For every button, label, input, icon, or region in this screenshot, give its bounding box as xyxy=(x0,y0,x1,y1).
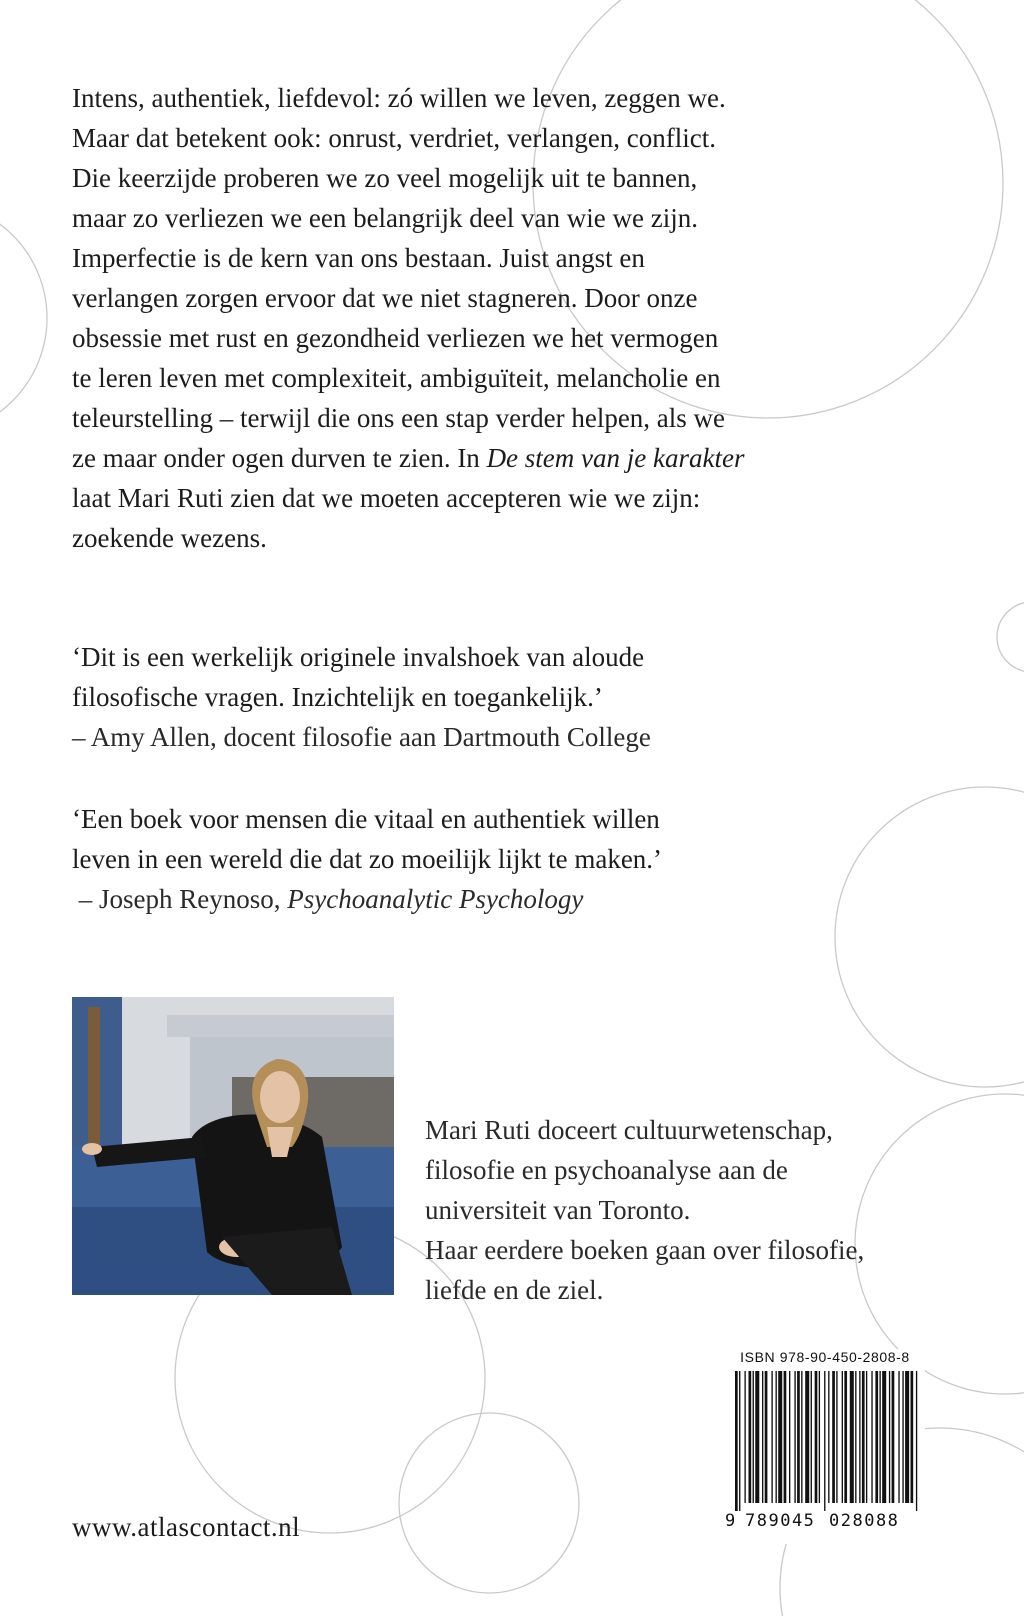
isbn-barcode xyxy=(725,1349,925,1544)
barcode-bar xyxy=(850,1371,854,1503)
barcode-bar xyxy=(905,1371,909,1503)
barcode-bar xyxy=(875,1371,878,1503)
barcode-bar xyxy=(911,1371,914,1503)
blurb-line: teleurstelling – terwijl die ons een stap verder helpen, als we xyxy=(72,403,726,433)
publisher-website: www.atlascontact.nl xyxy=(72,1512,301,1542)
barcode-bar xyxy=(836,1371,837,1503)
blurb-line: laat Mari Ruti zien dat we moeten accepteren wie we zijn: xyxy=(72,483,701,513)
blurb-line: Intens, authentiek, liefdevol: zó willen we leven, zeggen we. xyxy=(72,83,726,113)
blurb-line: verlangen zorgen ervoor dat we niet stagneren. Door onze xyxy=(72,283,698,313)
barcode-bar xyxy=(744,1371,745,1503)
barcode-digit-first: 9 xyxy=(725,1511,736,1531)
author-photo xyxy=(72,997,394,1295)
bio-line: filosofie en psychoanalyse aan de xyxy=(425,1155,788,1185)
barcode-bar xyxy=(879,1371,880,1503)
barcode-bar xyxy=(778,1371,782,1503)
quote-line: ‘Een boek voor mensen die vitaal en authentiek willen xyxy=(72,804,660,834)
barcode-bars xyxy=(731,1371,921,1511)
blurb-line-text: ze maar onder ogen durven te zien. In xyxy=(72,443,487,473)
review-quote-2 xyxy=(72,799,972,919)
barcode-bar xyxy=(842,1371,843,1503)
barcode-bar xyxy=(762,1371,763,1503)
book-title: De stem van je karakter xyxy=(486,443,745,473)
barcode-bar xyxy=(789,1371,790,1503)
barcode-bar xyxy=(771,1371,772,1503)
barcode-digits-right: 028088 xyxy=(829,1511,900,1531)
barcode-bar xyxy=(801,1371,802,1503)
author-bio xyxy=(425,1110,985,1310)
barcode-bar xyxy=(735,1371,738,1511)
attribution-source: Psychoanalytic Psychology xyxy=(287,884,584,914)
barcode-bar xyxy=(776,1371,777,1503)
barcode-bar xyxy=(824,1371,825,1511)
bio-line: Haar eerdere boeken gaan over filosofie, xyxy=(425,1235,865,1265)
barcode-bar xyxy=(898,1371,899,1503)
barcode-bar xyxy=(828,1371,829,1503)
barcode-bar xyxy=(859,1371,860,1503)
barcode-bar xyxy=(844,1371,847,1503)
barcode-bar xyxy=(815,1371,818,1503)
barcode-bar xyxy=(855,1371,856,1503)
barcode-bar xyxy=(902,1371,903,1503)
barcode-bar xyxy=(753,1371,754,1503)
bio-line: universiteit van Toronto. xyxy=(425,1195,691,1225)
blurb-line: zoekende wezens. xyxy=(72,523,267,553)
barcode-bar xyxy=(882,1371,886,1503)
blurb-line xyxy=(72,438,972,478)
barcode-bar xyxy=(765,1371,768,1503)
blurb-line: Maar dat betekent ook: onrust, verdriet, verlangen, conflict. xyxy=(72,123,717,153)
barcode-bar xyxy=(862,1371,865,1503)
quote-line: filosofische vragen. Inzichtelijk en toegankelijk.’ xyxy=(72,682,603,712)
quote-attribution xyxy=(72,879,972,919)
blurb-line: obsessie met rust en gezondheid verliezen we het vermogen xyxy=(72,323,719,353)
barcode-bar xyxy=(866,1371,867,1503)
quote-line: leven in een wereld die dat zo moeilijk lijkt te maken.’ xyxy=(72,844,663,874)
barcode-bar xyxy=(794,1371,795,1503)
bio-line: liefde en de ziel. xyxy=(425,1275,604,1305)
barcode-bar xyxy=(889,1371,890,1503)
barcode-bar xyxy=(797,1371,800,1503)
quote-attribution: – Amy Allen, docent filosofie aan Dartmouth College xyxy=(72,722,651,752)
quote-line: ‘Dit is een werkelijk originele invalshoek van aloude xyxy=(72,642,645,672)
barcode-bar xyxy=(811,1371,812,1503)
barcode-bar xyxy=(784,1371,787,1503)
author-photo-illustration xyxy=(72,997,394,1295)
circle-right-mid xyxy=(997,602,1024,672)
barcode-bar xyxy=(755,1371,759,1503)
blurb-line: maar zo verliezen we een belangrijk deel van wie we zijn. xyxy=(72,203,698,233)
barcode-digits-left: 789045 xyxy=(745,1511,816,1531)
blurb-line: te leren leven met complexiteit, ambiguïteit, melancholie en xyxy=(72,363,721,393)
attribution-author: – Joseph Reynoso, xyxy=(72,884,288,914)
isbn-label: ISBN 978-90-450-2808-8 xyxy=(740,1349,910,1365)
barcode-bar xyxy=(916,1371,917,1511)
barcode-bar xyxy=(739,1371,740,1511)
blurb-text xyxy=(72,78,972,558)
barcode-bar xyxy=(819,1371,820,1503)
blurb-line: Die keerzijde proberen we zo veel mogelijk uit te bannen, xyxy=(72,163,698,193)
barcode-bar xyxy=(832,1371,835,1503)
bio-line: Mari Ruti doceert cultuurwetenschap, xyxy=(425,1115,833,1145)
barcode-bar xyxy=(749,1371,752,1503)
blurb-line: Imperfectie is de kern van ons bestaan. Juist angst en xyxy=(72,243,645,273)
barcode-bar xyxy=(805,1371,809,1503)
circle-left-edge xyxy=(0,201,47,435)
barcode-bar xyxy=(892,1371,895,1503)
circle-bottom-small xyxy=(399,1413,579,1593)
review-quote-1 xyxy=(72,637,972,757)
barcode-bar xyxy=(871,1371,872,1503)
